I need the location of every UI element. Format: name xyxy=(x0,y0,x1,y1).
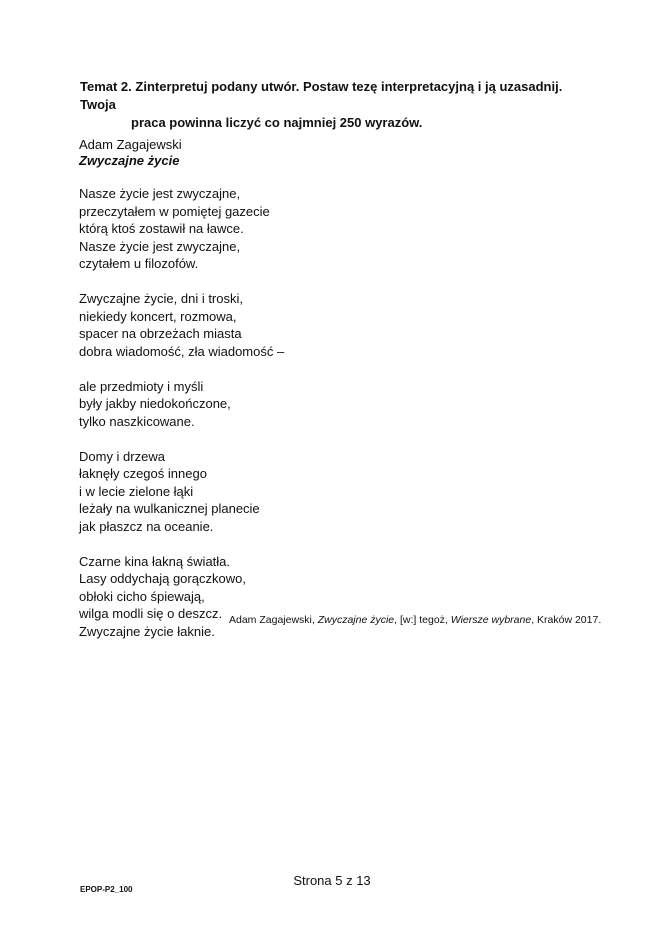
citation-middle: , [w:] tegoż, xyxy=(394,614,451,626)
verse: czytałem u filozofów. xyxy=(79,256,199,271)
verse: Zwyczajne życie łaknie. xyxy=(79,623,215,639)
verse: były jakby niedokończone, xyxy=(79,396,231,411)
verse: dobra wiadomość, zła wiadomość – xyxy=(79,343,285,359)
citation-author: Adam Zagajewski, xyxy=(229,614,318,626)
stanza-3 xyxy=(79,378,479,431)
stanza-4 xyxy=(79,448,479,536)
verse: którą ktoś zostawił na ławce. xyxy=(79,221,244,236)
source-citation xyxy=(229,613,601,627)
verse: tylko naszkicowane. xyxy=(79,413,195,429)
verse: jak płaszcz na oceanie. xyxy=(79,518,214,534)
verse: łaknęły czegoś innego xyxy=(79,466,207,481)
citation-poem-title: Zwyczajne życie xyxy=(317,614,395,626)
stanza-1 xyxy=(79,185,479,273)
verse: Domy i drzewa xyxy=(79,448,165,464)
task-instruction xyxy=(80,78,600,132)
poem-title: Zwyczajne życie xyxy=(79,153,180,168)
citation-end: , Kraków 2017. xyxy=(531,614,602,626)
task-instruction-line-1: Temat 2. Zinterpretuj podany utwór. Postaw tezę interpretacyjną i ją uzasadnij. Twoja xyxy=(80,79,563,112)
verse: Zwyczajne życie, dni i troski, xyxy=(79,291,243,306)
poem-body xyxy=(79,185,479,658)
verse: Nasze życie jest zwyczajne, xyxy=(79,238,241,254)
verse: Nasze życie jest zwyczajne, xyxy=(79,186,241,201)
verse: spacer na obrzeżach miasta xyxy=(79,326,242,341)
verse: Lasy oddychają gorączkowo, xyxy=(79,571,246,586)
stanza-2 xyxy=(79,290,479,360)
verse: obłoki cicho śpiewają, xyxy=(79,588,205,604)
verse: leżały na wulkanicznej planecie xyxy=(79,501,260,516)
verse: i w lecie zielone łąki xyxy=(79,483,194,499)
exam-code: EPOP-P2_100 xyxy=(80,885,133,894)
citation-book-title: Wiersze wybrane xyxy=(450,614,532,626)
verse: ale przedmioty i myśli xyxy=(79,378,204,394)
page-number: Strona 5 z 13 xyxy=(293,873,371,888)
task-instruction-line-2: praca powinna liczyć co najmniej 250 wyrazów. xyxy=(131,115,423,130)
verse: Czarne kina łakną światła. xyxy=(79,553,231,569)
verse: przeczytałem w pomiętej gazecie xyxy=(79,203,270,219)
verse: wilga modli się o deszcz. xyxy=(79,606,223,621)
verse: niekiedy koncert, rozmowa, xyxy=(79,308,237,324)
poem-author: Adam Zagajewski xyxy=(79,137,182,152)
